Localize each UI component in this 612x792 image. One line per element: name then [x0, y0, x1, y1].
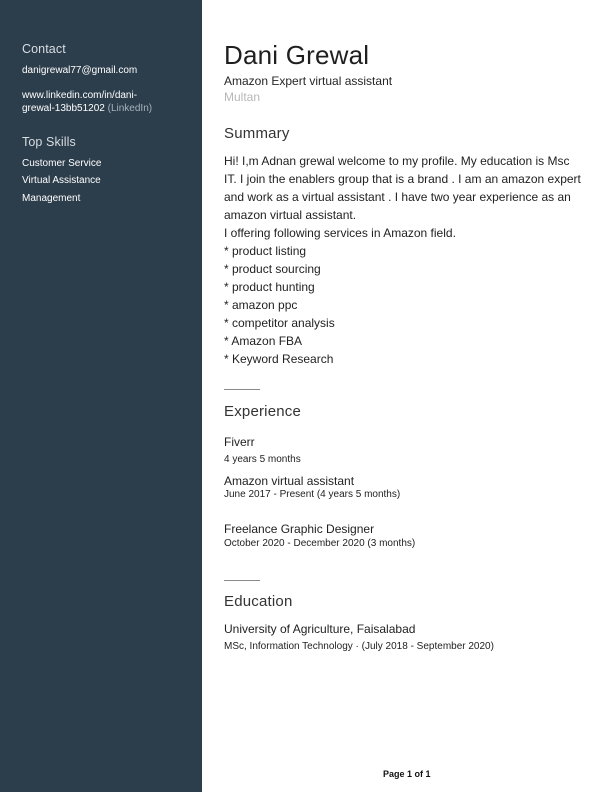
email-link[interactable]: danigrewal77@gmail.com — [22, 65, 138, 76]
summary-text — [224, 152, 584, 368]
sidebar — [0, 0, 202, 792]
linkedin-link[interactable] — [22, 89, 192, 115]
summary-line: * amazon ppc — [224, 298, 298, 312]
location: Multan — [224, 90, 261, 104]
summary-title: Summary — [224, 125, 290, 142]
section-divider — [224, 580, 260, 581]
summary-line: * product listing — [224, 244, 307, 258]
role-title: Freelance Graphic Designer — [224, 522, 375, 536]
summary-line: * Keyword Research — [224, 352, 334, 366]
linkedin-url-line2: grewal-13bb51202 — [22, 103, 105, 114]
summary-line: * competitor analysis — [224, 316, 335, 330]
summary-line: * Amazon FBA — [224, 334, 303, 348]
degree-info: MSc, Information Technology · (July 2018 - September 2020) — [224, 641, 494, 652]
role-dates: June 2017 - Present (4 years 5 months) — [224, 489, 401, 500]
section-divider — [224, 389, 260, 390]
skill-item: Customer Service — [22, 158, 102, 169]
skill-item: Management — [22, 193, 81, 204]
summary-line: * product hunting — [224, 280, 315, 294]
skill-item: Virtual Assistance — [22, 175, 101, 186]
experience-title: Experience — [224, 403, 302, 420]
linkedin-tag: (LinkedIn) — [107, 103, 153, 114]
company-name: Fiverr — [224, 435, 255, 449]
role-title: Amazon virtual assistant — [224, 474, 355, 488]
contact-heading: Contact — [22, 42, 66, 56]
education-title: Education — [224, 593, 293, 610]
person-name: Dani Grewal — [224, 40, 370, 70]
summary-line: amazon virtual assistant. — [224, 208, 357, 222]
role-dates: October 2020 - December 2020 (3 months) — [224, 538, 416, 549]
linkedin-url-line1: www.linkedin.com/in/dani- — [22, 90, 138, 101]
skills-heading: Top Skills — [22, 135, 76, 149]
page-number: Page 1 of 1 — [383, 769, 431, 779]
summary-line: and work as a virtual assistant . I have two year experience as an — [224, 190, 571, 204]
headline: Amazon Expert virtual assistant — [224, 74, 393, 88]
summary-line: * product sourcing — [224, 262, 321, 276]
summary-line: I offering following services in Amazon field. — [224, 226, 456, 240]
company-duration: 4 years 5 months — [224, 454, 301, 465]
school-name: University of Agriculture, Faisalabad — [224, 622, 416, 636]
summary-line: IT. I join the enablers group that is a brand . I am an amazon expert — [224, 172, 581, 186]
summary-line: Hi! I,m Adnan grewal welcome to my profile. My education is Msc — [224, 154, 570, 168]
